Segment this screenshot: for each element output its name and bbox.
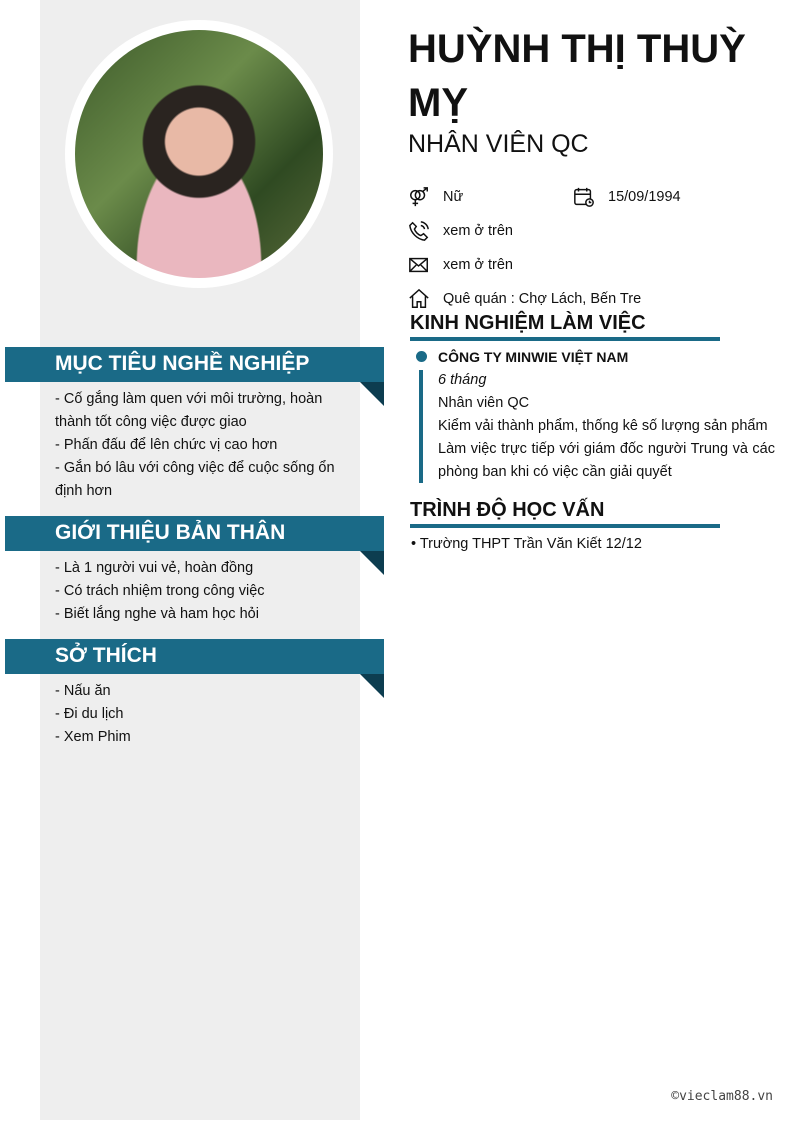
calendar-icon — [573, 186, 595, 208]
list-item: - Xem Phim — [55, 729, 131, 745]
detail-line: Kiểm vải thành phẩm, thống kê số lượng sản phẩm — [438, 418, 768, 434]
home-icon — [408, 288, 430, 310]
phone-icon — [408, 220, 430, 242]
company-name: CÔNG TY MINWIE VIỆT NAM — [438, 349, 629, 365]
list-item: - Cố gắng làm quen với môi trường, hoàn thành tốt công việc được giao — [55, 391, 323, 430]
gender-text: Nữ — [443, 189, 464, 205]
about-list — [55, 557, 335, 626]
hometown-text: Quê quán : Chợ Lách, Bến Tre — [443, 291, 642, 307]
email-info — [408, 254, 513, 276]
list-item: - Có trách nhiệm trong công việc — [55, 583, 265, 599]
about-heading: GIỚI THIỆU BẢN THÂN — [5, 516, 384, 551]
list-item: - Phấn đấu để lên chức vị cao hơn — [55, 437, 278, 453]
phone-text: xem ở trên — [443, 223, 513, 239]
duration: 6 tháng — [438, 372, 487, 388]
experience-heading: KINH NGHIỆM LÀM VIỆC — [410, 312, 720, 341]
experience-entry — [438, 346, 775, 484]
detail-line: Làm việc trực tiếp với giám đốc người Trung và các phòng ban khi có việc cần giải quyết — [438, 441, 775, 480]
education-heading: TRÌNH ĐỘ HỌC VẤN — [410, 499, 720, 528]
watermark: ©vieclam88.vn — [671, 1089, 773, 1104]
list-item: - Biết lắng nghe và ham học hỏi — [55, 606, 259, 622]
banner-fold — [360, 382, 384, 406]
job-title: NHÂN VIÊN QC — [408, 130, 589, 158]
objective-heading: MỤC TIÊU NGHỀ NGHIỆP — [5, 347, 384, 382]
list-item: - Đi du lịch — [55, 706, 124, 722]
birthdate-info — [573, 186, 681, 208]
birthdate-text: 15/09/1994 — [608, 189, 681, 205]
candidate-name: HUỲNH THỊ THUỲ MỴ — [408, 27, 746, 125]
hobbies-heading: SỞ THÍCH — [5, 639, 384, 674]
list-item: - Gắn bó lâu với công việc để cuộc sống ổn định hơn — [55, 460, 335, 499]
hobbies-list — [55, 680, 335, 749]
timeline-dot — [416, 351, 427, 362]
envelope-icon — [408, 254, 430, 276]
avatar — [75, 30, 323, 278]
list-item: - Nấu ăn — [55, 683, 111, 699]
gender-icon — [408, 186, 430, 208]
objective-list — [55, 388, 335, 503]
hometown-info — [408, 288, 641, 310]
list-item: - Là 1 người vui vẻ, hoàn đồng — [55, 560, 254, 576]
phone-info — [408, 220, 513, 242]
profile-photo — [65, 20, 333, 288]
gender-info — [408, 186, 463, 208]
position: Nhân viên QC — [438, 395, 530, 411]
email-text: xem ở trên — [443, 257, 513, 273]
banner-fold — [360, 551, 384, 575]
education-item: • Trường THPT Trần Văn Kiết 12/12 — [411, 536, 642, 552]
timeline-line — [419, 370, 423, 483]
banner-fold — [360, 674, 384, 698]
